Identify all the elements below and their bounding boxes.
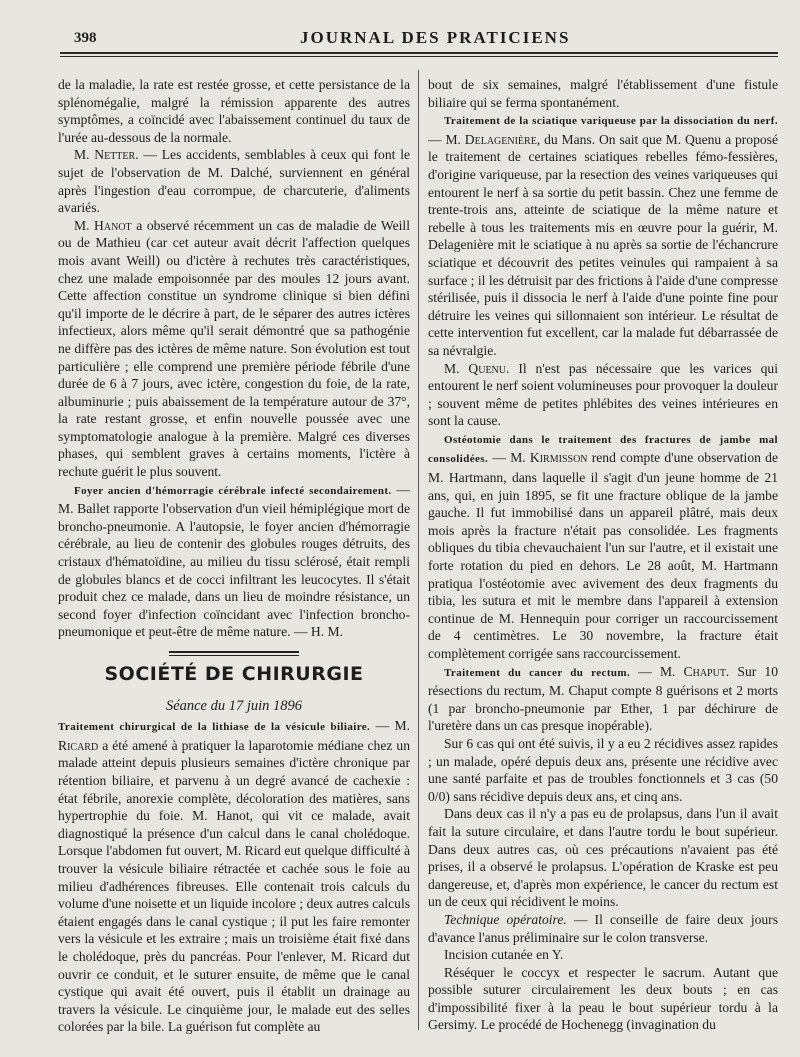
- speaker-name: M. Kirmisson: [510, 450, 588, 466]
- column-divider: [418, 70, 419, 1030]
- header-rule: [60, 52, 778, 54]
- paragraph: [428, 360, 778, 430]
- run-in-heading: Traitement du cancer du rectum.: [444, 666, 631, 679]
- paragraph: Réséquer le coccyx et respecter le sacrum. Autant que possible suturer circulairement les deux bouts ; en cas d'impossibilité fixer à la peau le bout supérieur tordu à la Gersimy. Le procédé de Hochenegg (invagination du: [428, 964, 778, 1033]
- paragraph: [58, 146, 410, 216]
- run-in-heading: Ostéotomie dans le traitement des fractures de jambe mal consolidées.: [428, 433, 778, 466]
- paragraph: Dans deux cas il n'y a pas eu de prolapsus, dans l'un il avait fait la suture circulaire, et dans l'autre tordu le bout supérieur. Dans deux autres cas, où ces précautions n'avaient pas été prises, il a observé le prolapsus. L'opération de Kraske est peu dangereuse, et, d'après mon expérience, le cancer du rectum est un de ceux qui récidivent le moins.: [428, 806, 778, 910]
- paragraph-text: — M. Ballet rapporte l'observation d'un vieil hémiplégique mort de broncho-pneumonie. A l'autopsie, le foyer ancien d'hémorragie cérébrale, au lieu de contenir des globules rouges détruits, des cristaux d'hématoïdine, au milieu du tissu sclérosé, était rempli de globules blancs et de cocci infiltrant les leucocytes. Il s'était produit chez ce malade, dans un lieu de moindre résistance, un second foyer d'infection coïncidant avec l'infection broncho-pneumonique et peut-être de même nature. — H. M.: [58, 481, 410, 640]
- left-column: [58, 76, 410, 1036]
- speaker-name: M. Chaput.: [659, 663, 730, 679]
- speaker-name: M. Delagenière,: [445, 131, 541, 147]
- paragraph-text: — Les accidents, semblables à ceux qui font le sujet de l'observation de M. Dalché, surviennent en général après l'ingestion d'eau corrompue, de charcuterie, d'aliments avariés.: [58, 147, 411, 216]
- paragraph-text: — Il conseille de faire deux jours d'avance l'anus préliminaire sur le colon transverse.: [428, 911, 779, 945]
- paragraph: [58, 217, 410, 481]
- speaker-name: M. Hanot: [74, 217, 132, 233]
- page-header: [60, 28, 778, 50]
- paragraph: Traitement du cancer du rectum. — M. Chaput. Sur 10 résections du rectum, M. Chaput compte 8 guérisons et 2 morts (1 par broncho-pneumonie par Ether, 1 par déchirure de l'uretère dans un cas presque inopérable).: [428, 663, 779, 734]
- run-in-heading: Traitement chirurgical de la lithiase de la vésicule biliaire.: [58, 721, 371, 734]
- speaker-name: M. Ricard: [58, 718, 411, 753]
- italic-heading: Technique opératoire.: [444, 911, 567, 927]
- paragraph: [58, 481, 410, 641]
- paragraph-text: du Mans. On sait que M. Quenu a proposé le traitement de certaines sciatiques rebelles fémo-fessières, d'origine variqueuse, par la resection des veines variqueuses qui entourent le nerf à sa sortie du petit bassin. Chez une femme de trente-trois ans, atteinte de sciatique de la même nature et rebelle à tous les traitements mis en œuvre pour la guérir, M. Delagenière mit le sciatique à nu après sa sortie de l'échancrure sciatique et découvrit des petites veinules qui rampaient à sa surface ; il les détruisit par des frictions à l'aide d'une compresse stérilisée, puis il dissocia le nerf à l'aide d'une pointe fine pour détruire les veines qui sillonnaient son intérieur. Le résultat de cette intervention fut excellent, car la malade fut débarrassée de sa névralgie.: [428, 131, 778, 358]
- journal-title: JOURNAL DES PRATICIENS: [300, 28, 571, 47]
- paragraph: Traitement de la sciatique variqueuse par la dissociation du nerf. — M. Delagenière, du Mans. On sait que M. Quenu a proposé le traitement de certaines sciatiques rebelles fémo-fessières, d'origine variqueuse, par la resection des veines variqueuses qui entourent le nerf à sa sortie du petit bassin. Chez une femme de trente-trois ans, atteinte de sciatique de la même nature et rebelle à tous les traitements mis en œuvre pour la guérir, M. Delagenière mit le sciatique à nu après sa sortie de l'échancrure sciatique et découvrit des petites veinules qui rampaient à sa surface ; il les détruisit par des frictions à l'aide d'une compresse stérilisée, puis il dissocia le nerf à l'aide d'une pointe fine pour détruire les veines qui sillonnaient son intérieur. Le résultat de cette intervention fut excellent, car la malade fut débarrassée de sa névralgie.: [428, 115, 778, 358]
- right-column: [428, 76, 778, 1034]
- section-header: [58, 651, 410, 684]
- paragraph: Traitement chirurgical de la lithiase de la vésicule biliaire. — M. Ricard a été amené à pratiquer la laparotomie médiane chez un malade atteint depuis plusieurs semaines d'ictère chronique par rétention biliaire, et parvenu à un degré avancé de cachexie : état fébrile, anorexie complète, décoloration des matières, sans hypertrophie du foie. M. Hanot, qui vit ce malade, avait diagnostiqué la présence d'un calcul dans le canal cholédoque. Lorsque l'abdomen fut ouvert, M. Ricard eut quelque difficulté à trouver la vésicule biliaire rétractée et cachée sous le foie au milieu d'adhérences fibreuses. Elle contenait trois calculs du volume d'une noisette et un liquide incolore ; deux autres calculs étaient engagés dans le canal cystique ; il put les faire remonter vers la vésicule et les extraire ; mais un troisième était fixé dans le cholédoque, près du pancréas. Pour l'enlever, M. Ricard dut ouvrir ce conduit, et le suturer ensuite, de même que le canal cystique qui avait été ouvert, puis il établit un drainage au travers la vésicule. Le cinquième jour, le malade eut des selles colorées par la bile. La guérison fut complète au: [58, 718, 411, 1035]
- paragraph-text: a observé récemment un cas de maladie de Weill ou de Mathieu (car cet auteur avait décrit l'affection quelques mois avant Weill) ou d'ictère à rechutes très caractéristiques, chez une malade empoisonnée par des moules 12 jours avant. Cette affection constitue un syndrome clinique si bien défini qu'il importe de le décrire à part, de le séparer des autres ictères infectieux, alors même qu'il serait démontré que sa pathogénie ne diffère pas des ictères de même nature. Son évolution est tout particulière ; elle comprend une première période fébrile d'une durée de 6 à 7 jours, avec ictère, congestion du foie, de la rate, albuminurie ; puis abaissement de la température autour de 37°, la rate restant grosse, et enfin nouvelle poussée avec une symptomatologie analogue à la première. Malgré ces diverses phases, qui semblent graves à certains moments, l'ictère à rechute guérit le plus souvent.: [58, 217, 410, 480]
- paragraph: Incision cutanée en Y.: [444, 947, 564, 963]
- paragraph: Ostéotomie dans le traitement des fractures de jambe mal consolidées. — M. Kirmisson rend compte d'une observation de M. Hartmann, dans laquelle il s'agit d'un jeune homme de 21 ans, qui, en juin 1895, se fit une fracture oblique de la jambe gauche. Il fut immobilisé dans un appareil plâtré, mais deux mois après la fracture n'était pas consolidée. Les fragments obliques du tibia chevauchaient l'un sur l'autre, et il existait une forte rotation du pied en dehors. Le 28 août, M. Hartmann pratiqua l'ostéotomie avec avivement des deux fragments du tibia, les sutura et mit le membre dans l'appareil à extension continue de M. Hennequin pour corriger un raccourcissement de 4 centimètres. Le 30 novembre, la fracture était complètement corrigée sans raccourcissement.: [428, 433, 778, 661]
- session-date: Séance du 17 juin 1896: [165, 697, 303, 714]
- paragraph: de la maladie, la rate est restée grosse, et cette persistance de la splénomégalie, malgré la rémission apparente des autres symptômes, a coïncidé avec l'abaissement continuel du taux de l'urée au-dessous de la normale.: [58, 77, 410, 145]
- paragraph-text: Il n'est pas nécessaire que les varices qui entourent le nerf soient volumineuses pour provoquer la douleur ; souvent même de petites phlébites des veines intérieures en sont la cause.: [428, 360, 778, 429]
- paragraph-text: a été amené à pratiquer la laparotomie médiane chez un malade atteint depuis plusieurs semaines d'ictère chronique par rétention biliaire, et parvenu à un degré avancé de cachexie : état fébrile, anorexie complète, décoloration des matières, sans hypertrophie du foie. M. Hanot, qui vit ce malade, avait diagnostiqué la présence d'un calcul dans le canal cholédoque. Lorsque l'abdomen fut ouvert, M. Ricard eut quelque difficulté à trouver la vésicule biliaire rétractée et cachée sous le foie au milieu d'adhérences fibreuses. Elle contenait trois calculs du volume d'une noisette et un liquide incolore ; deux autres calculs étaient engagés dans le canal cystique ; il put les faire remonter vers la vésicule et les extraire ; mais un troisième était fixé dans le cholédoque, près du pancréas. Pour l'enlever, M. Ricard dut ouvrir ce conduit, et le suturer ensuite, de même que le canal cystique qui avait été ouvert, puis il établit un drainage au travers la vésicule. Le cinquième jour, le malade eut des selles colorées par la bile. La guérison fut complète au: [58, 737, 411, 1035]
- section-rule: [169, 651, 299, 656]
- paragraph: Sur 6 cas qui ont été suivis, il y a eu 2 récidives assez rapides ; un malade, opéré depuis deux ans, présente une récidive avec une santé parfaite et pas de troubles fonctionnels et 3 cas (50 0/0) sans récidive depuis deux ans, et cinq ans.: [428, 735, 778, 804]
- paragraph-text: rend compte d'une observation de M. Hartmann, dans laquelle il s'agit d'un jeune homme de 21 ans, qui, en juin 1895, se fit une fracture oblique de la jambe gauche. Il fut immobilisé dans un appareil plâtré, mais deux mois après la fracture n'était pas consolidée. Les fragments obliques du tibia chevauchaient l'un sur l'autre, et il existait une forte rotation du pied en dehors. Le 28 août, M. Hartmann pratiqua l'ostéotomie avec avivement des deux fragments du tibia, les sutura et mit le membre dans l'appareil à extension continue de M. Hennequin pour corriger un raccourcissement de 4 centimètres. Le 30 novembre, la fracture était complètement corrigée sans raccourcissement.: [428, 450, 778, 661]
- page-number: 398: [74, 30, 97, 46]
- paragraph: [428, 911, 778, 946]
- run-in-heading: Foyer ancien d'hémorragie cérébrale infecté secondairement.: [74, 484, 392, 497]
- paragraph: bout de six semaines, malgré l'établissement d'une fistule biliaire qui se ferma spontanément.: [428, 77, 778, 110]
- speaker-name: M. Quenu.: [444, 360, 510, 376]
- paragraph-text: Sur 10 résections du rectum, M. Chaput compte 8 guérisons et 2 morts (1 par broncho-pneumonie par Ether, 1 par déchirure de l'uretère dans un cas presque inopérable).: [428, 663, 779, 734]
- header-rule-thin: [60, 56, 778, 57]
- speaker-name: M. Netter.: [74, 147, 139, 163]
- run-in-heading: Traitement de la sciatique variqueuse par la dissociation du nerf.: [444, 115, 778, 128]
- section-title: SOCIÉTÉ DE CHIRURGIE: [104, 663, 364, 685]
